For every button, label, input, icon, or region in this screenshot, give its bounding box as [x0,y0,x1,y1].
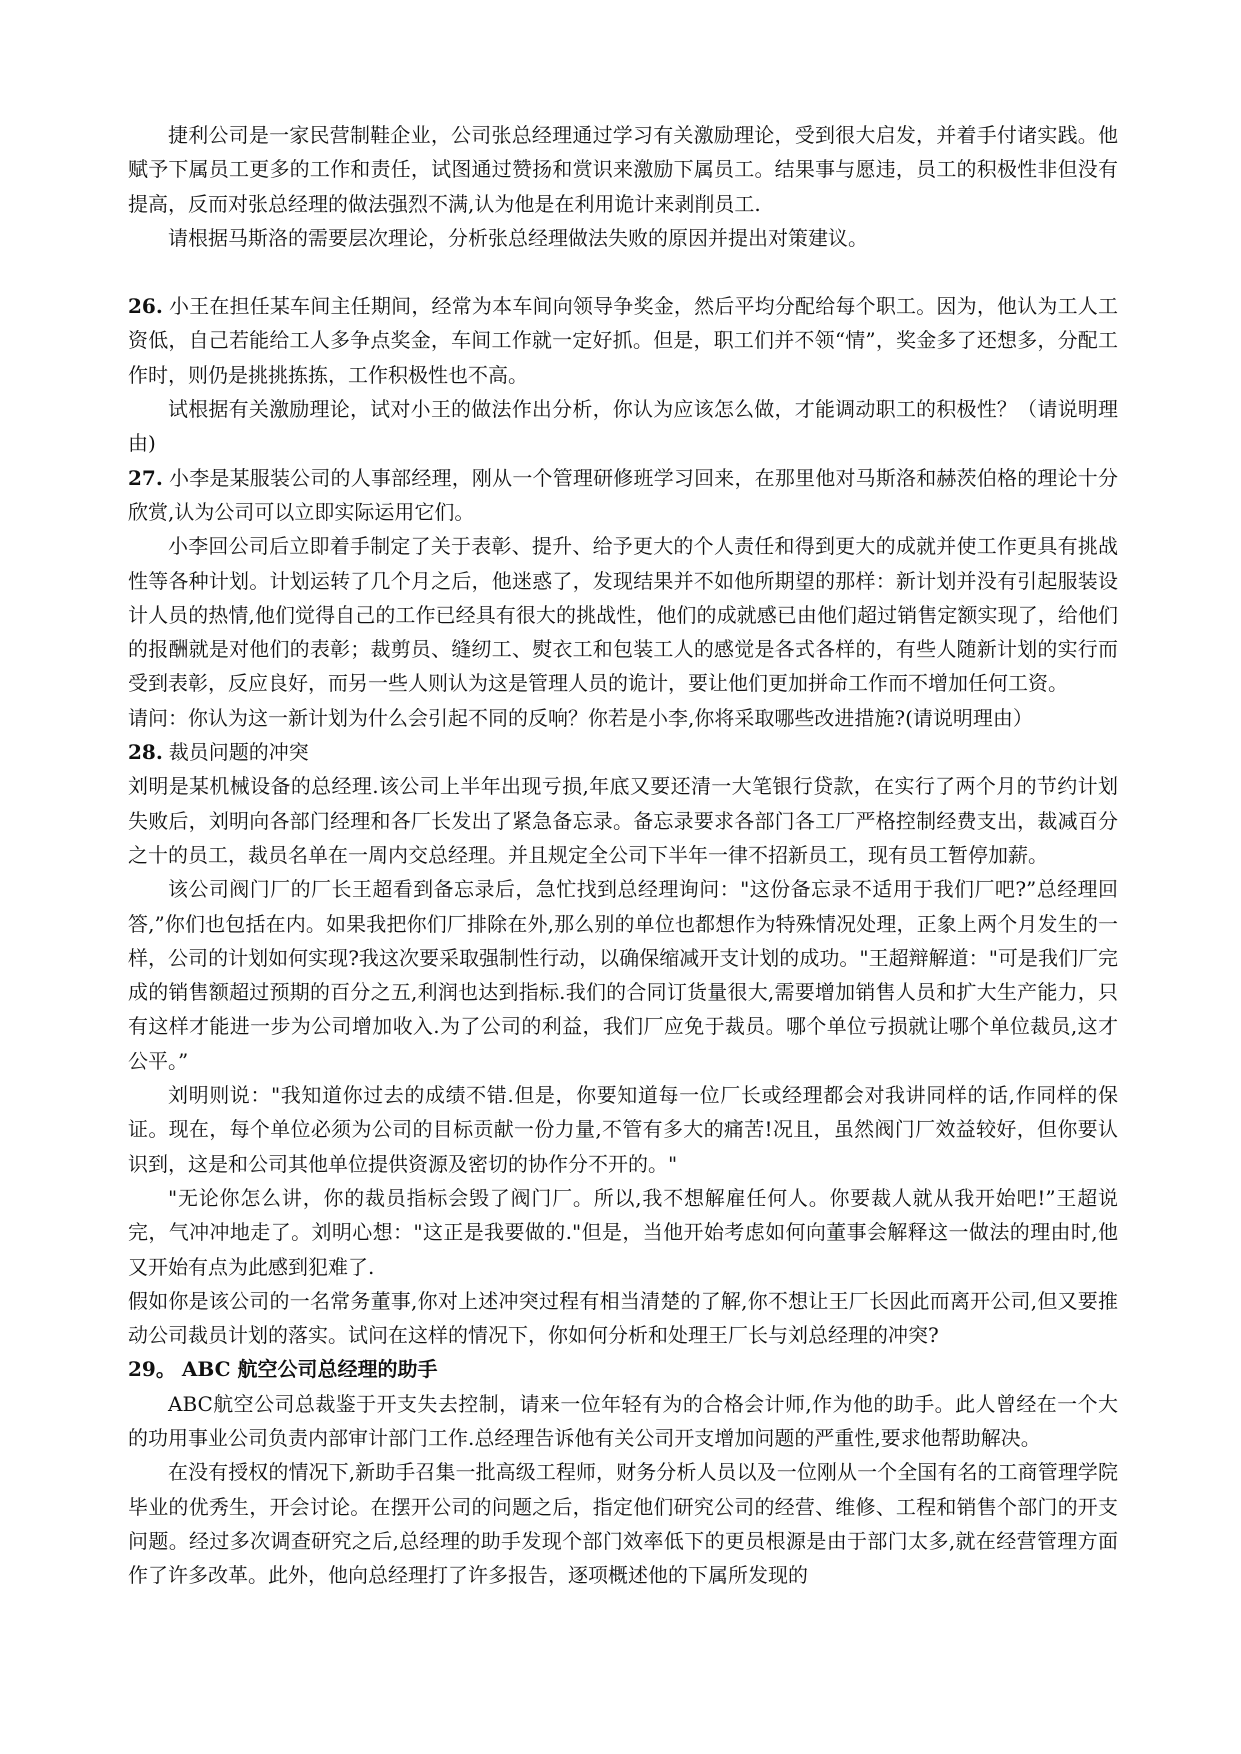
question-28-paragraph-1: 刘明是某机械设备的总经理.该公司上半年出现亏损,年底又要还清一大笔银行贷款，在实行了两个月的节约计划失败后，刘明向各部门经理和各厂长发出了紧急备忘录。备忘录要求各部门各工厂严格控制经费支出，裁减百分之十的员工，裁员名单在一周内交总经理。并且规定全公司下半年一律不招新员工，现有员工暂停加薪。 [128,774,1118,867]
document-page [128,118,1118,1592]
question-26-number: 26. [128,294,163,319]
question-27-prompt: 请问：你认为这一新计划为什么会引起不同的反响？你若是小李,你将采取哪些改进措施?(请说明理由） [128,705,1033,730]
question-29-paragraph-1: ABC航空公司总裁鉴于开支失去控制，请来一位年轻有为的合格会计师,作为他的助手。此人曾经在一个大的功用事业公司负责内部审计部门工作.总经理告诉他有关公司开支增加问题的严重性,要求他帮助解决。 [128,1391,1118,1450]
question-27-number: 27. [128,465,163,490]
question-28-title: 裁员问题的冲突 [168,740,309,765]
question-26-paragraph-2: 试根据有关激励理论，试对小王的做法作出分析，你认为应该怎么做，才能调动职工的积极性？（请说明理由) [128,397,1118,456]
question-27-paragraph-2: 小李回公司后立即着手制定了关于表彰、提升、给予更大的个人责任和得到更大的成就并使工作更具有挑战性等各种计划。计划运转了几个月之后，他迷惑了，发现结果并不如他所期望的那样：新计划并没有引起服装设计人员的热情,他们觉得自己的工作已经具有很大的挑战性，他们的成就感已由他们超过销售定额实现了，给他们的报酬就是对他们的表彰；裁剪员、缝纫工、熨衣工和包装工人的感觉是各式各样的，有些人随新计划的实行而受到表彰，反应良好，而另一些人则认为这是管理人员的诡计，要让他们更加拼命工作而不增加任何工资。 [128,534,1118,696]
question-29-paragraph-2: 在没有授权的情况下,新助手召集一批高级工程师，财务分析人员以及一位刚从一个全国有名的工商管理学院毕业的优秀生，开会讨论。在摆开公司的问题之后，指定他们研究公司的经营、维修、工程和销售个部门的开支问题。经过多次调查研究之后,总经理的助手发现个部门效率低下的更员根源是由于部门太多,就在经营管理方面作了许多改革。此外，他向总经理打了许多报告，逐项概述他的下属所发现的 [128,1460,1118,1588]
question-27-text: 小李是某服装公司的人事部经理，刚从一个管理研修班学习回来，在那里他对马斯洛和赫茨伯格的理论十分欣赏,认为公司可以立即实际运用它们。 [128,465,1118,524]
question-28-prompt: 假如你是该公司的一名常务董事,你对上述冲突过程有相当清楚的了解,你不想让王厂长因此而离开公司,但又要推动公司裁员计划的落实。试问在这样的情况下，你如何分析和处理王厂长与刘总经理的冲突? [128,1288,1118,1348]
question-28-paragraph-3: 刘明则说："我知道你过去的成绩不错.但是，你要知道每一位厂长或经理都会对我讲同样的话,作同样的保证。现在，每个单位必须为公司的目标贡献一份力量,不管有多大的痛苦!况且，虽然阀门厂效益较好，但你要认识到，这是和公司其他单位提供资源及密切的协作分不开的。" [128,1083,1118,1176]
question-28-paragraph-4: "无论你怎么讲，你的裁员指标会毁了阀门厂。所以,我不想解雇任何人。你要裁人就从我开始吧!”王超说完，气冲冲地走了。刘明心想："这正是我要做的."但是，当他开始考虑如何向董事会解释这一做法的理由时,他又开始有点为此感到犯难了. [128,1185,1118,1279]
question-28-number: 28. [128,740,163,765]
intro-paragraph-2: 请根据马斯洛的需要层次理论，分析张总经理做法失败的原因并提出对策建议。 [168,225,868,250]
question-26-paragraph-1 [128,289,1118,392]
question-29-number: 29。 [128,1357,176,1382]
question-29-heading [128,1352,1118,1386]
intro-paragraph-1: 捷利公司是一家民营制鞋企业，公司张总经理通过学习有关激励理论，受到很大启发，并着手付诸实践。他赋予下属员工更多的工作和责任，试图通过赞扬和赏识来激励下属员工。结果事与愿违，员工的积极性非但没有提高，反而对张总经理的做法强烈不满,认为他是在利用诡计来剥削员工. [128,123,1118,216]
question-28-heading [128,735,1118,769]
question-27-paragraph-1 [128,461,1118,530]
question-28-paragraph-2: 该公司阀门厂的厂长王超看到备忘录后，急忙找到总经理询问："这份备忘录不适用于我们厂吧?”总经理回答,”你们也包括在内。如果我把你们厂排除在外,那么别的单位也都想作为特殊情况处理，正象上两个月发生的一样，公司的计划如何实现?我这次要采取强制性行动，以确保缩减开支计划的成功。"王超辩解道："可是我们厂完成的销售额超过预期的百分之五,利润也达到指标.我们的合同订货量很大,需要增加销售人员和扩大生产能力，只有这样才能进一步为公司增加收入.为了公司的利益，我们厂应免于裁员。哪个单位亏损就让哪个单位裁员,这才公平。” [128,877,1118,1073]
question-29-title: ABC 航空公司总经理的助手 [181,1357,438,1382]
question-26-text: 小王在担任某车间主任期间，经常为本车间向领导争奖金，然后平均分配给每个职工。因为，他认为工人工资低，自己若能给工人多争点奖金，车间工作就一定好抓。但是，职工们并不领“情”，奖金多了还想多，分配工作时，则仍是挑挑拣拣，工作积极性也不高。 [128,294,1118,387]
